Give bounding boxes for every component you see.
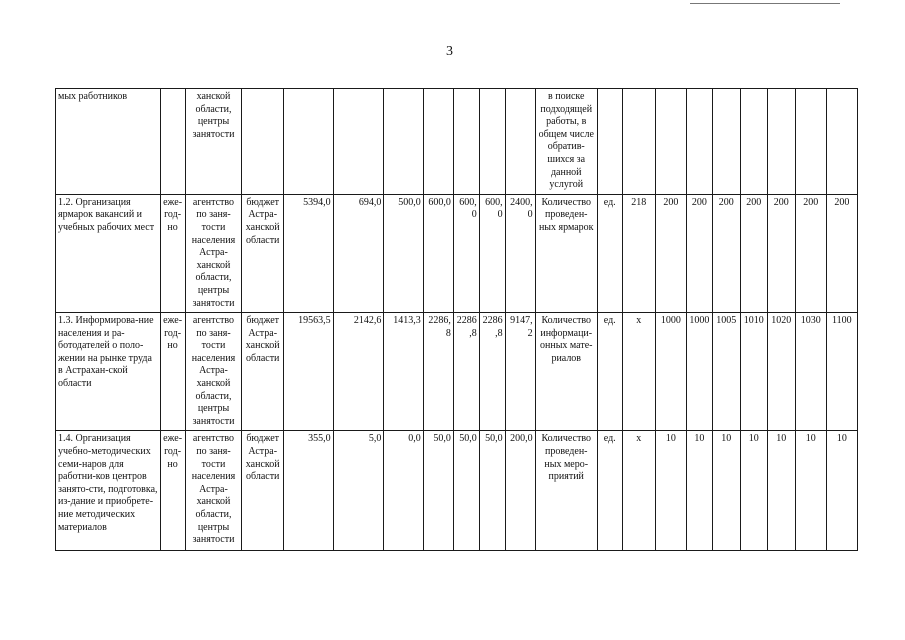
indicator-value-cell <box>826 89 857 195</box>
unit-cell: ед. <box>597 313 622 431</box>
indicator-value-cell: х <box>622 431 655 551</box>
indicator-value-cell: 10 <box>686 431 712 551</box>
indicator-value-cell: 1005 <box>712 313 740 431</box>
indicator-cell: в поиске подходящей работы, в общем числе обратив-шихся за данной услугой <box>535 89 597 195</box>
indicator-value-cell: 10 <box>767 431 795 551</box>
table-row <box>56 431 858 551</box>
year6-cell <box>505 89 535 195</box>
year4-cell <box>453 89 479 195</box>
executor-cell: ханской области, центры занятости <box>185 89 242 195</box>
indicator-value-cell: 1010 <box>740 313 767 431</box>
year2-cell: 0,0 <box>384 431 423 551</box>
year3-cell: 50,0 <box>423 431 453 551</box>
indicator-cell: Количество информаци-онных мате-риалов <box>535 313 597 431</box>
table-row <box>56 194 858 312</box>
indicator-value-cell <box>767 89 795 195</box>
program-table <box>55 88 858 551</box>
year1-cell <box>333 89 384 195</box>
table-row <box>56 89 858 195</box>
table-row <box>56 313 858 431</box>
year6-cell: 200,0 <box>505 431 535 551</box>
indicator-value-cell: 10 <box>826 431 857 551</box>
indicator-value-cell: 1020 <box>767 313 795 431</box>
indicator-value-cell: 200 <box>712 194 740 312</box>
year3-cell <box>423 89 453 195</box>
indicator-cell: Количество проведен-ных меро-приятий <box>535 431 597 551</box>
unit-cell <box>597 89 622 195</box>
year3-cell: 600,0 <box>423 194 453 312</box>
year5-cell: 600,0 <box>479 194 505 312</box>
indicator-value-cell <box>622 89 655 195</box>
year2-cell: 500,0 <box>384 194 423 312</box>
total-cell <box>283 89 333 195</box>
year4-cell: 600,0 <box>453 194 479 312</box>
indicator-value-cell: 200 <box>740 194 767 312</box>
indicator-value-cell: 200 <box>826 194 857 312</box>
year2-cell <box>384 89 423 195</box>
indicator-value-cell: 1000 <box>655 313 686 431</box>
year5-cell: 50,0 <box>479 431 505 551</box>
indicator-value-cell: 200 <box>655 194 686 312</box>
year3-cell: 2286,8 <box>423 313 453 431</box>
indicator-value-cell: 218 <box>622 194 655 312</box>
measure-name-cell: мых работников <box>56 89 161 195</box>
indicator-value-cell: 10 <box>740 431 767 551</box>
measure-name-cell: 1.3. Информирова-ние населения и ра-ботодателей о поло-жении на рынке труда в Астрахан-ской области <box>56 313 161 431</box>
indicator-value-cell <box>686 89 712 195</box>
total-cell: 5394,0 <box>283 194 333 312</box>
year6-cell: 9147,2 <box>505 313 535 431</box>
funding-source-cell <box>242 89 283 195</box>
indicator-value-cell: 200 <box>767 194 795 312</box>
indicator-value-cell <box>740 89 767 195</box>
measure-name-cell: 1.4. Организация учебно-методических семи-наров для работни-ков центров занято-сти, подготовка, из-дание и приобрете-ние методических материалов <box>56 431 161 551</box>
indicator-value-cell: 10 <box>712 431 740 551</box>
scan-mark-top-right <box>690 3 840 4</box>
year1-cell: 5,0 <box>333 431 384 551</box>
total-cell: 19563,5 <box>283 313 333 431</box>
funding-source-cell: бюджет Астра-ханской области <box>242 313 283 431</box>
executor-cell: агентство по заня-тости населения Астра-ханской области, центры занятости <box>185 431 242 551</box>
indicator-value-cell: 1000 <box>686 313 712 431</box>
indicator-value-cell: 10 <box>655 431 686 551</box>
unit-cell: ед. <box>597 431 622 551</box>
measure-name-cell: 1.2. Организация ярмарок вакансий и учебных рабочих мест <box>56 194 161 312</box>
indicator-value-cell <box>795 89 826 195</box>
indicator-value-cell: 200 <box>795 194 826 312</box>
period-cell: еже-год-но <box>160 313 185 431</box>
year4-cell: 50,0 <box>453 431 479 551</box>
indicator-value-cell: 10 <box>795 431 826 551</box>
executor-cell: агентство по заня-тости населения Астра-ханской области, центры занятости <box>185 313 242 431</box>
year6-cell: 2400,0 <box>505 194 535 312</box>
year1-cell: 694,0 <box>333 194 384 312</box>
indicator-value-cell: 1100 <box>826 313 857 431</box>
total-cell: 355,0 <box>283 431 333 551</box>
period-cell: еже-год-но <box>160 194 185 312</box>
year1-cell: 2142,6 <box>333 313 384 431</box>
year2-cell: 1413,3 <box>384 313 423 431</box>
period-cell <box>160 89 185 195</box>
year4-cell: 2286,8 <box>453 313 479 431</box>
indicator-cell: Количество проведен-ных ярмарок <box>535 194 597 312</box>
year5-cell: 2286,8 <box>479 313 505 431</box>
indicator-value-cell: х <box>622 313 655 431</box>
page-number: 3 <box>446 44 453 59</box>
funding-source-cell: бюджет Астра-ханской области <box>242 431 283 551</box>
funding-source-cell: бюджет Астра-ханской области <box>242 194 283 312</box>
period-cell: еже-год-но <box>160 431 185 551</box>
indicator-value-cell <box>712 89 740 195</box>
executor-cell: агентство по заня-тости населения Астра-ханской области, центры занятости <box>185 194 242 312</box>
indicator-value-cell: 1030 <box>795 313 826 431</box>
indicator-value-cell <box>655 89 686 195</box>
unit-cell: ед. <box>597 194 622 312</box>
indicator-value-cell: 200 <box>686 194 712 312</box>
year5-cell <box>479 89 505 195</box>
